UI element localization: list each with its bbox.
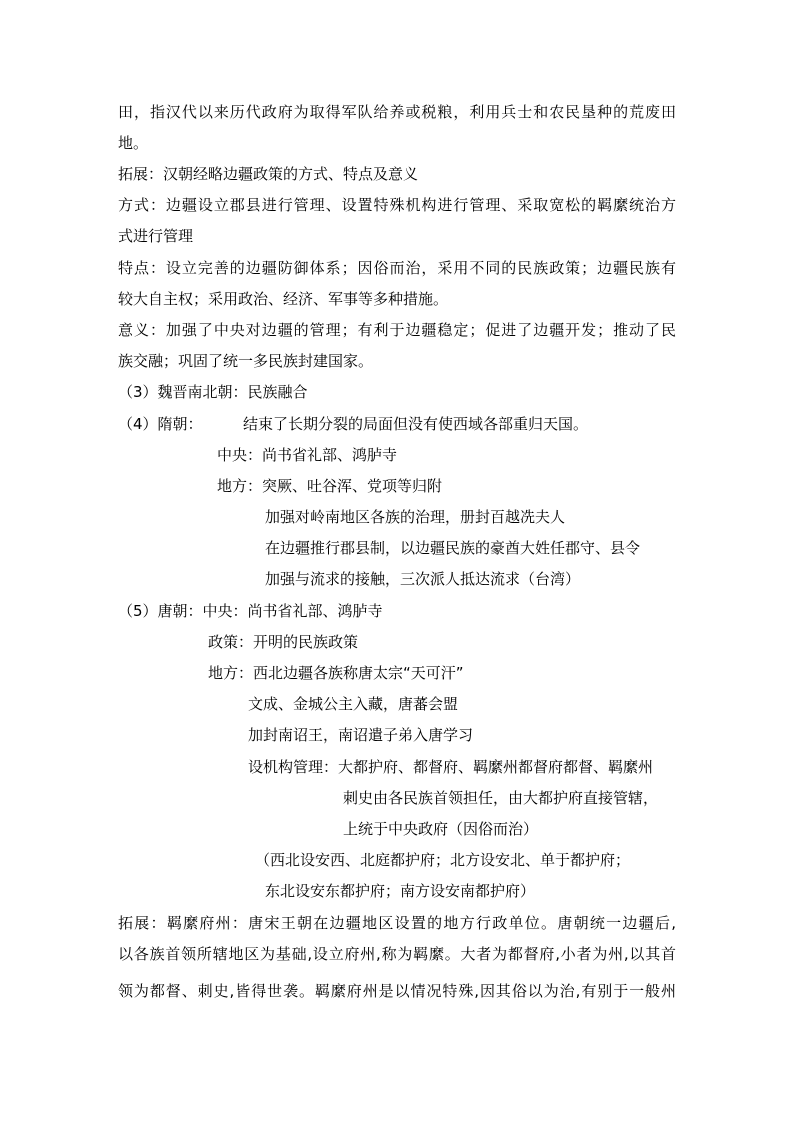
text-line: 上统于中央政府（因俗而治） (343, 820, 539, 838)
text-line: 中央：尚书省礼部、鸿胪寺 (217, 446, 398, 464)
text-line: 意义：加强了中央对边疆的管理；有利于边疆稳定；促进了边疆开发；推动了民 (118, 321, 676, 339)
text-line: 地方：突厥、吐谷浑、党项等归附 (217, 477, 443, 495)
list-item-label: （4）隋朝： (118, 415, 203, 433)
text-line: 加封南诏王，南诏遣子弟入唐学习 (248, 726, 474, 744)
text-line: 特点：设立完善的边疆防御体系；因俗而治，采用不同的民族政策；边疆民族有 (118, 259, 676, 277)
text-line: 地。 (118, 134, 149, 152)
text-line: 加强与流求的接触，三次派人抵达流求（台湾） (265, 570, 581, 588)
text-line: 在边疆推行郡县制，以边疆民族的豪酋大姓任郡守、县令 (265, 539, 641, 557)
text-line: 地方：西北边疆各族称唐太宗“天可汗” (208, 664, 464, 682)
text-line: 政策：开明的民族政策 (208, 633, 359, 651)
list-item: （5）唐朝：中央：尚书省礼部、鸿胪寺 (118, 602, 383, 620)
text-line: 设机构管理：大都护府、都督府、羁縻州都督府都督、羁縻州 (248, 758, 654, 776)
text-line: 以各族首领所辖地区为基础,设立府州,称为羁縻。大者为都督府,小者为州,以其首 (118, 945, 676, 963)
text-line: 方式：边疆设立郡县进行管理、设置特殊机构进行管理、采取宽松的羁縻统治方 (118, 196, 676, 214)
text-line: 东北设安东都护府；南方设安南都护府） (265, 882, 536, 900)
text-line: 族交融；巩固了统一多民族封建国家。 (118, 352, 374, 370)
text-line: 拓展：羁縻府州：唐宋王朝在边疆地区设置的地方行政单位。唐朝统一边疆后, (118, 914, 676, 932)
list-item-text: 结束了长期分裂的局面但没有使西域各部重归天国。 (243, 415, 589, 433)
text-line: 文成、金城公主入藏，唐蕃会盟 (248, 695, 459, 713)
text-line: 较大自主权；采用政治、经济、军事等多种措施。 (118, 290, 449, 308)
text-line: 领为都督、刺史,皆得世袭。羁縻府州是以情况特殊,因其俗以为治,有别于一般州 (118, 982, 676, 1000)
list-item: （3）魏晋南北朝：民族融合 (118, 383, 308, 401)
text-line: 田，指汉代以来历代政府为取得军队给养或税粮，利用兵士和农民垦种的荒废田 (118, 103, 676, 121)
text-line: （西北设安西、北庭都护府；北方设安北、单于都护府； (255, 851, 631, 869)
section-heading: 拓展：汉朝经略边疆政策的方式、特点及意义 (118, 165, 419, 183)
text-line: 加强对岭南地区各族的治理，册封百越冼夫人 (265, 508, 566, 526)
text-line: 式进行管理 (118, 227, 194, 245)
text-line: 刺史由各民族首领担任，由大都护府直接管辖， (343, 789, 659, 807)
